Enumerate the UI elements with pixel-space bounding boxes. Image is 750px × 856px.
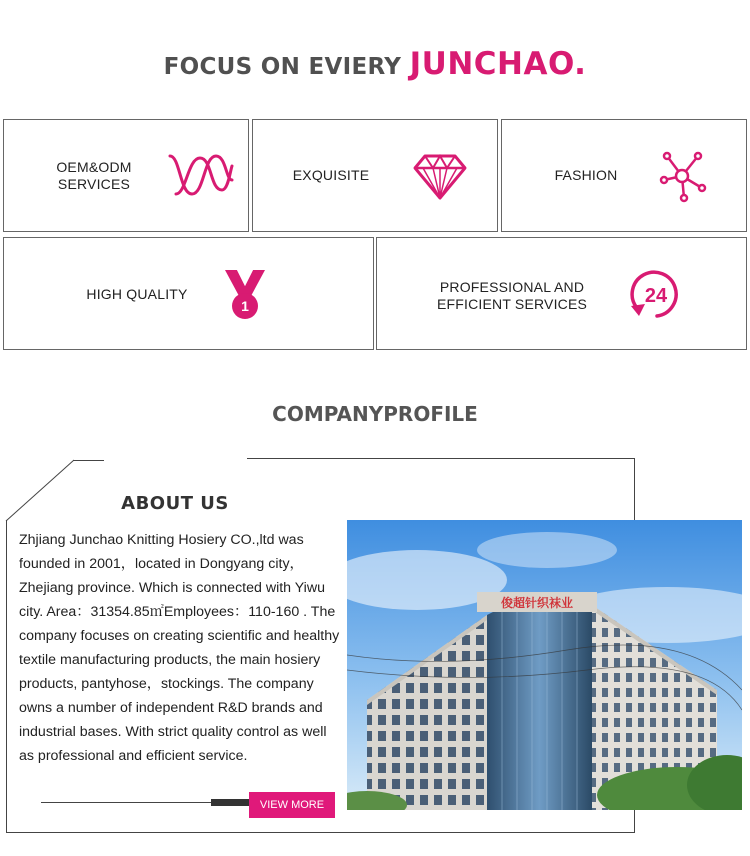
company-profile-title: COMPANYPROFILE: [272, 402, 478, 426]
medal-number: 1: [241, 298, 249, 314]
focus-heading-brand: JUNCHAO.: [409, 46, 587, 82]
building-sign: 俊超针织袜业: [500, 596, 574, 610]
company-building-photo: [347, 520, 742, 810]
clock-24-icon: [627, 268, 685, 322]
focus-heading-lead: FOCUS ON EVIERY: [163, 54, 402, 80]
frame-diagonal: [4, 458, 76, 524]
feature-oem-label-line2: SERVICES: [57, 176, 131, 192]
frame-top-right: [247, 458, 635, 459]
feature-oem-label-line1: OEM&ODM: [56, 159, 132, 175]
frame-top-left: [73, 460, 104, 461]
feature-quality-label: HIGH QUALITY: [86, 286, 188, 302]
feature-oem-odm: [3, 119, 249, 232]
view-more-line: [41, 802, 213, 803]
feature-fashion: [501, 119, 747, 232]
network-icon: [658, 150, 710, 204]
frame-left: [6, 520, 7, 833]
about-us-title: ABOUT US: [121, 493, 229, 514]
view-more-button[interactable]: VIEW MORE: [249, 792, 335, 818]
feature-professional-label-line1: PROFESSIONAL AND: [439, 279, 585, 295]
about-us-text: Zhjiang Junchao Knitting Hosiery CO.,ltd was founded in 2001，located in Dongyang city，Zhejiang province. Which is connected with Yiwu city. Area：31354.85㎡Employees：110-160 . The company focuses on creating scientific and healthy textile manufacturing products, the main hosiery products, pantyhose，stockings. The company owns a number of independent R&D brands and industrial bases. With strict quality control as well as professional and efficient service.: [19, 532, 340, 764]
feature-fashion-label: FASHION: [554, 167, 618, 183]
feature-exquisite: [252, 119, 498, 232]
wave-icon: [166, 150, 236, 200]
clock-24-text: 24: [644, 285, 668, 307]
feature-high-quality: [3, 237, 374, 350]
feature-professional-label-line2: EFFICIENT SERVICES: [436, 296, 588, 312]
medal-icon: [221, 266, 269, 322]
feature-exquisite-label: EXQUISITE: [292, 167, 370, 183]
frame-bottom: [6, 832, 635, 833]
view-more-bar: [211, 799, 250, 806]
diamond-icon: [411, 152, 469, 202]
focus-heading: [0, 46, 750, 82]
feature-professional-services: [376, 237, 747, 350]
